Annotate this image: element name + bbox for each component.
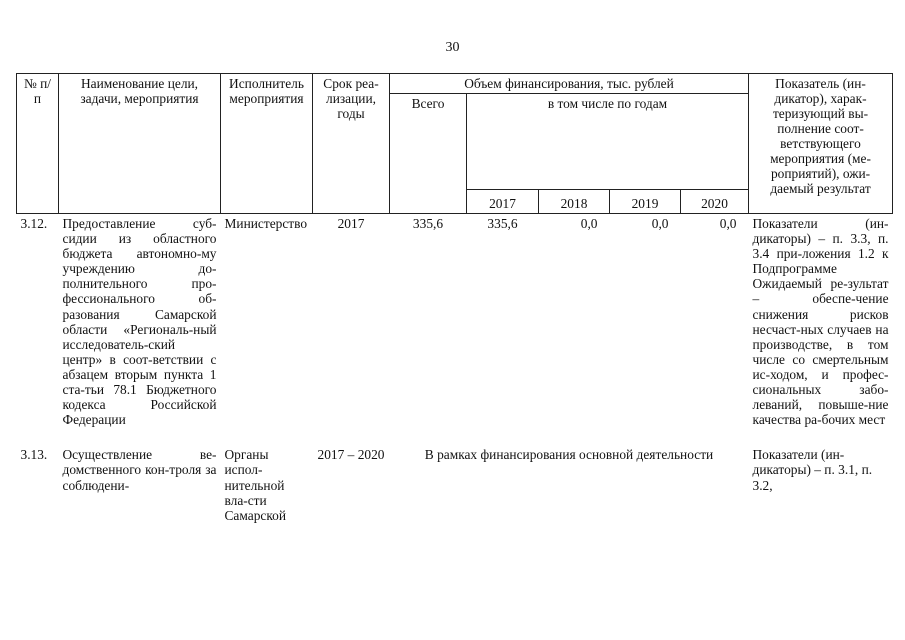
header-total: Всего	[390, 94, 467, 214]
header-funding-group: Объем финансирования, тыс. рублей	[390, 74, 749, 94]
row-year-2020: 0,0	[719, 216, 737, 231]
row-num: 3.13.	[20, 447, 48, 463]
program-table	[16, 73, 893, 525]
row-period: 2017 – 2020	[317, 447, 385, 463]
header-executor: Исполнитель мероприятия	[221, 74, 313, 214]
header-year-2020: 2020	[681, 190, 749, 214]
row-executor: Органы испол-нительной вла-сти Самарской	[224, 447, 287, 523]
row-indicator: Показатели (ин-дикаторы) – п. 3.1, п. 3.2,	[752, 447, 873, 493]
header-period: Срок реа-лизации, годы	[313, 74, 390, 214]
row-year-2019: 0,0	[651, 216, 669, 231]
row-name: Осуществление ве-домственного кон-троля за соблюдени-	[62, 447, 217, 493]
row-executor: Министерство	[224, 216, 308, 231]
row-funding-note: В рамках финансирования основной деятельности	[424, 447, 714, 463]
row-num: 3.12.	[20, 216, 48, 231]
table-row	[17, 214, 893, 430]
header-year-2018: 2018	[539, 190, 610, 214]
table-row	[17, 429, 893, 524]
header-by-years: в том числе по годам	[467, 94, 749, 190]
header-year-2017: 2017	[467, 190, 539, 214]
header-num: № п/п	[17, 74, 59, 214]
header-indicator: Показатель (ин-дикатор), харак-теризующий вы-полнение соот-ветствующего мероприятия (ме-роприятий), ожи-даемый результат	[749, 74, 893, 214]
row-year-2017: 335,6	[487, 216, 518, 231]
header-name: Наименование цели, задачи, мероприятия	[59, 74, 221, 214]
table-header	[17, 74, 893, 214]
row-year-2018: 0,0	[580, 216, 598, 231]
page-number: 30	[445, 40, 460, 55]
row-name: Предоставление суб-сидии из областного бюджета автономно-му учреждению до-полнительного про-фессионального об-разования Самарской области «Региональ-ный исследователь-ский центр» в соот-ветствии с абзацем вторым пункта 1 ста-тьи 78.1 Бюджетного кодекса Российской Федерации	[62, 216, 217, 428]
row-indicator: Показатели (ин-дикаторы) – п. 3.3, п. 3.4 при-ложения 1.2 к Подпрограмме Ожидаемый ре-зультат – обеспе-чение снижения рисков несчаст-ных случаев на производстве, в том числе со смертельным ис-ходом, и профес-сиональных забо-леваний, повыше-ние качества ра-бочих мест	[752, 216, 889, 428]
row-total: 335,6	[412, 216, 444, 231]
header-year-2019: 2019	[610, 190, 681, 214]
row-period: 2017	[337, 216, 365, 231]
